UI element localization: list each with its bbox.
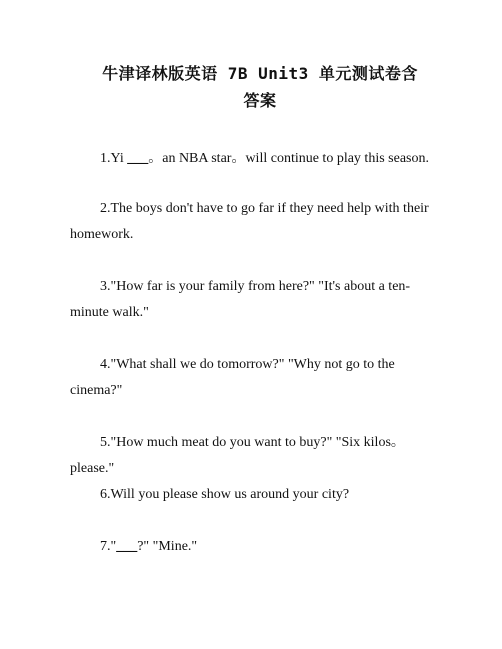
question-1-prefix: 1.Yi <box>100 151 128 166</box>
question-2: 2.The boys don't have to go far if they need help with their homework. <box>70 201 429 242</box>
question-6: 6.Will you please show us around your city? <box>100 487 350 502</box>
question-4: 4."What shall we do tomorrow?" "Why not go to the cinema?" <box>70 357 395 398</box>
document-title-line-2: 答案 <box>243 91 277 110</box>
question-3: 3."How far is your family from here?" "It's about a ten-minute walk." <box>70 279 411 320</box>
question-1-blank: ___ <box>127 151 149 166</box>
question-7-suffix: ?" "Mine." <box>137 539 198 554</box>
question-7 <box>70 534 442 560</box>
question-1 <box>70 146 442 172</box>
document-title-line-1: 牛津译林版英语 7B Unit3 单元测试卷含 <box>102 64 418 83</box>
question-5: 5."How much meat do you want to buy?" "Six kilos。please." <box>70 435 405 476</box>
question-7-prefix: 7." <box>100 539 117 554</box>
question-7-blank: ___ <box>116 539 138 554</box>
question-1-suffix: 。an NBA star。will continue to play this season. <box>148 151 429 166</box>
